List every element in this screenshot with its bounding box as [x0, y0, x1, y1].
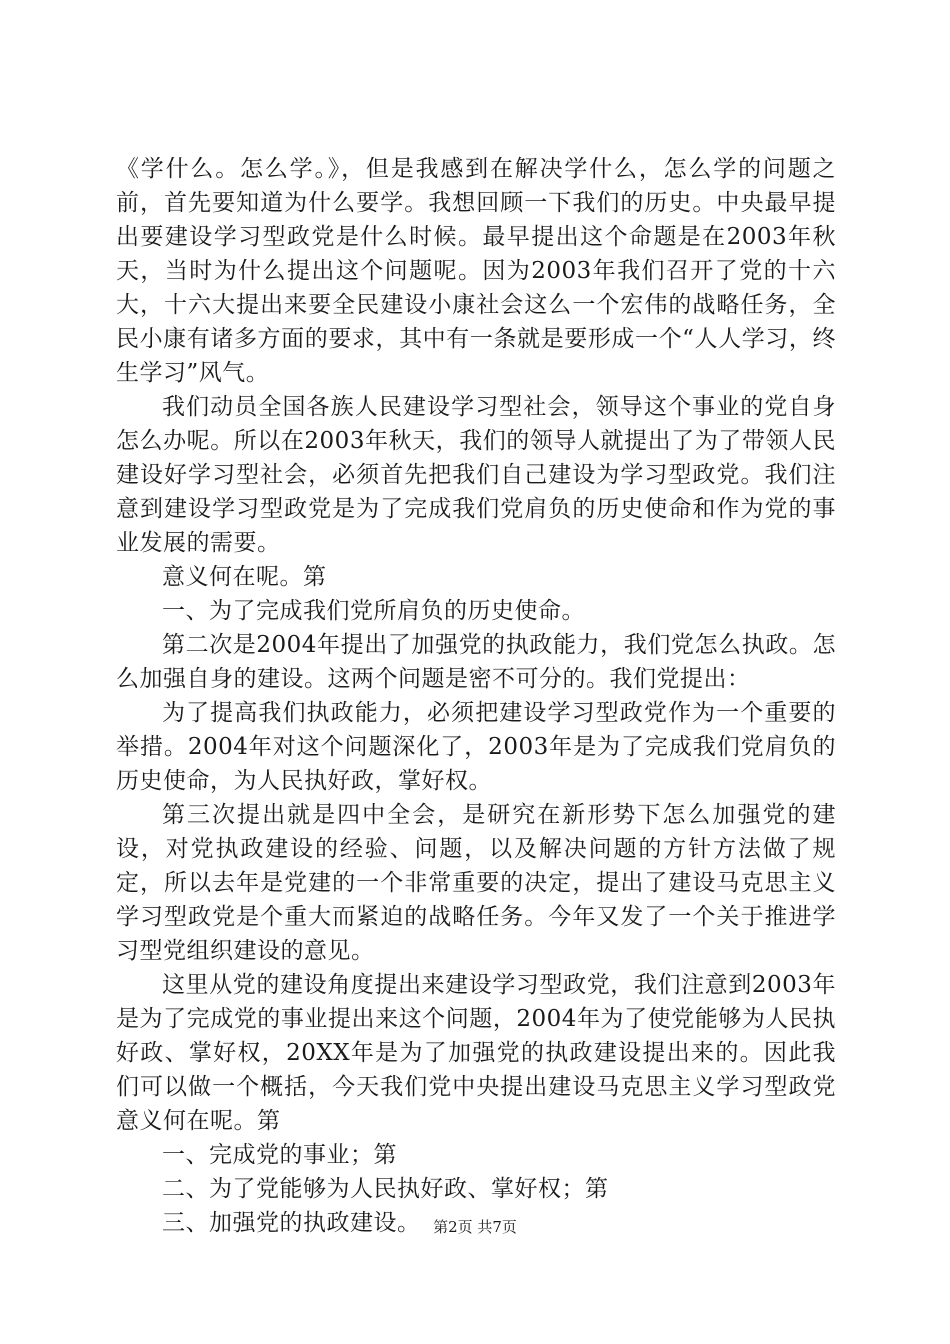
paragraph-5: 第二次是2004年提出了加强党的执政能力，我们党怎么执政。怎么加强自身的建设。这两个问题是密不可分的。我们党提出： — [116, 632, 836, 692]
paragraph-7: 第三次提出就是四中全会，是研究在新形势下怎么加强党的建设，对党执政建设的经验、问题，以及解决问题的方针方法做了规定，所以去年是党建的一个非常重要的决定，提出了建设马克思主义学习型政党是个重大而紧迫的战略任务。今年又发了一个关于推进学习型党组织建设的意见。 — [116, 802, 836, 964]
paragraph-1: 《学什么。怎么学。》，但是我感到在解决学什么，怎么学的问题之前，首先要知道为什么要学。我想回顾一下我们的历史。中央最早提出要建设学习型政党是什么时候。最早提出这个命题是在2003年秋天，当时为什么提出这个问题呢。因为2003年我们召开了党的十六大，十六大提出来要全民建设小康社会这么一个宏伟的战略任务，全民小康有诸多方面的要求，其中有一条就是要形成一个“人人学习，终生学习”风气。 — [116, 156, 836, 386]
paragraph-10: 二、为了党能够为人民执好政、掌好权；第 — [162, 1176, 609, 1202]
paragraph-4: 一、为了完成我们党所肩负的历史使命。 — [162, 598, 585, 624]
paragraph-8: 这里从党的建设角度提出来建设学习型政党，我们注意到2003年是为了完成党的事业提出来这个问题，2004年为了使党能够为人民执好政、掌好权，20XX年是为了加强党的执政建设提出来的。因此我们可以做一个概括，今天我们党中央提出建设马克思主义学习型政党意义何在呢。第 — [116, 972, 836, 1134]
paragraph-9: 一、完成党的事业；第 — [162, 1142, 397, 1168]
page-footer: 第2页 共7页 — [433, 1218, 517, 1236]
paragraph-6: 为了提高我们执政能力，必须把建设学习型政党作为一个重要的举措。2004年对这个问题深化了，2003年是为了完成我们党肩负的历史使命，为人民执好政，掌好权。 — [116, 700, 836, 794]
document-body — [116, 152, 836, 1240]
paragraph-2: 我们动员全国各族人民建设学习型社会，领导这个事业的党自身怎么办呢。所以在2003年秋天，我们的领导人就提出了为了带领人民建设好学习型社会，必须首先把我们自己建设为学习型政党。我们注意到建设学习型政党是为了完成我们党肩负的历史使命和作为党的事业发展的需要。 — [116, 394, 836, 556]
paragraph-11: 三、加强党的执政建设。 — [162, 1210, 421, 1236]
paragraph-3: 意义何在呢。第 — [162, 564, 327, 590]
